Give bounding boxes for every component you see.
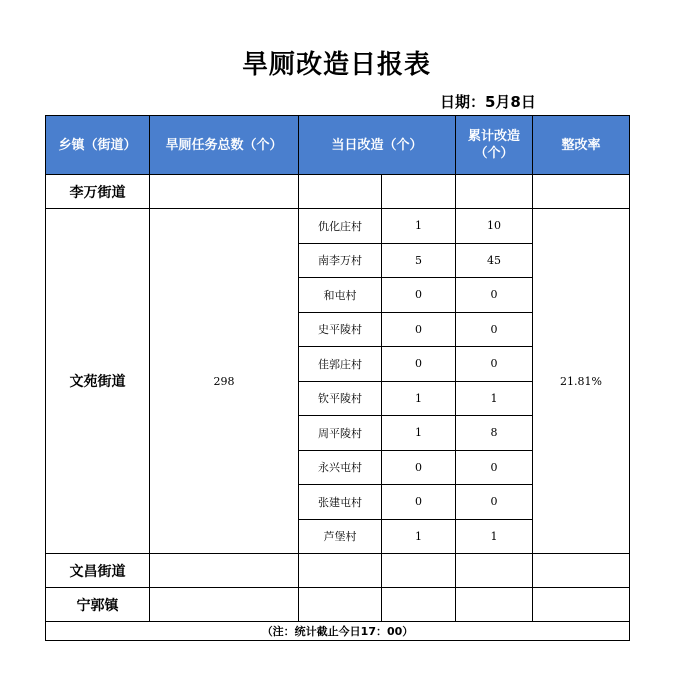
note-row — [46, 622, 630, 641]
empty-cell — [150, 175, 299, 209]
empty-cell — [150, 554, 299, 588]
cumulative-value: 1 — [456, 381, 533, 416]
daily-value: 0 — [382, 312, 456, 347]
village-name: 仇化庄村 — [299, 209, 382, 244]
empty-cell — [299, 175, 382, 209]
village-name: 永兴屯村 — [299, 450, 382, 485]
daily-value: 0 — [382, 278, 456, 313]
total-tasks-cell: 298 — [150, 209, 299, 554]
town-cell: 宁郭镇 — [46, 588, 150, 622]
empty-cell — [382, 588, 456, 622]
empty-cell — [456, 175, 533, 209]
cumulative-value: 10 — [456, 209, 533, 244]
empty-cell — [382, 554, 456, 588]
cumulative-value: 0 — [456, 485, 533, 520]
header-cumulative — [456, 116, 533, 175]
table-row — [46, 209, 630, 244]
village-name: 周平陵村 — [299, 416, 382, 451]
village-name: 史平陵村 — [299, 312, 382, 347]
cumulative-value: 1 — [456, 519, 533, 554]
empty-cell — [533, 588, 630, 622]
village-name: 钦平陵村 — [299, 381, 382, 416]
rate-cell: 21.81% — [533, 209, 630, 554]
header-total-tasks: 旱厕任务总数（个） — [150, 116, 299, 175]
report-table — [45, 115, 630, 641]
header-rate: 整改率 — [533, 116, 630, 175]
table-row-wenchang — [46, 554, 630, 588]
daily-value: 1 — [382, 209, 456, 244]
table-row-liwan — [46, 175, 630, 209]
cumulative-value: 0 — [456, 312, 533, 347]
village-name: 芦堡村 — [299, 519, 382, 554]
empty-cell — [382, 175, 456, 209]
table-row-ningguo — [46, 588, 630, 622]
cumulative-value: 0 — [456, 347, 533, 382]
daily-value: 0 — [382, 485, 456, 520]
daily-value: 0 — [382, 347, 456, 382]
empty-cell — [456, 554, 533, 588]
village-name: 和屯村 — [299, 278, 382, 313]
empty-cell — [299, 554, 382, 588]
empty-cell — [150, 588, 299, 622]
daily-value: 1 — [382, 381, 456, 416]
village-name: 张建屯村 — [299, 485, 382, 520]
note-text: （注：统计截止今日17：00） — [46, 622, 630, 641]
cumulative-value: 0 — [456, 450, 533, 485]
cumulative-value: 0 — [456, 278, 533, 313]
empty-cell — [456, 588, 533, 622]
daily-value: 1 — [382, 416, 456, 451]
empty-cell — [533, 554, 630, 588]
empty-cell — [533, 175, 630, 209]
header-town: 乡镇（街道） — [46, 116, 150, 175]
header-row — [46, 116, 630, 175]
header-cumulative-line1: 累计改造 — [468, 129, 521, 144]
town-cell: 文苑街道 — [46, 209, 150, 554]
header-daily: 当日改造（个） — [299, 116, 456, 175]
village-name: 南李万村 — [299, 243, 382, 278]
daily-value: 0 — [382, 450, 456, 485]
report-title: 旱厕改造日报表 — [241, 50, 431, 80]
report-date: 日期：5月8日 — [440, 93, 536, 111]
town-cell: 李万街道 — [46, 175, 150, 209]
cumulative-value: 8 — [456, 416, 533, 451]
empty-cell — [299, 588, 382, 622]
cumulative-value: 45 — [456, 243, 533, 278]
header-cumulative-line2: （个） — [474, 146, 514, 161]
daily-value: 5 — [382, 243, 456, 278]
daily-value: 1 — [382, 519, 456, 554]
town-cell: 文昌街道 — [46, 554, 150, 588]
village-name: 佳郭庄村 — [299, 347, 382, 382]
